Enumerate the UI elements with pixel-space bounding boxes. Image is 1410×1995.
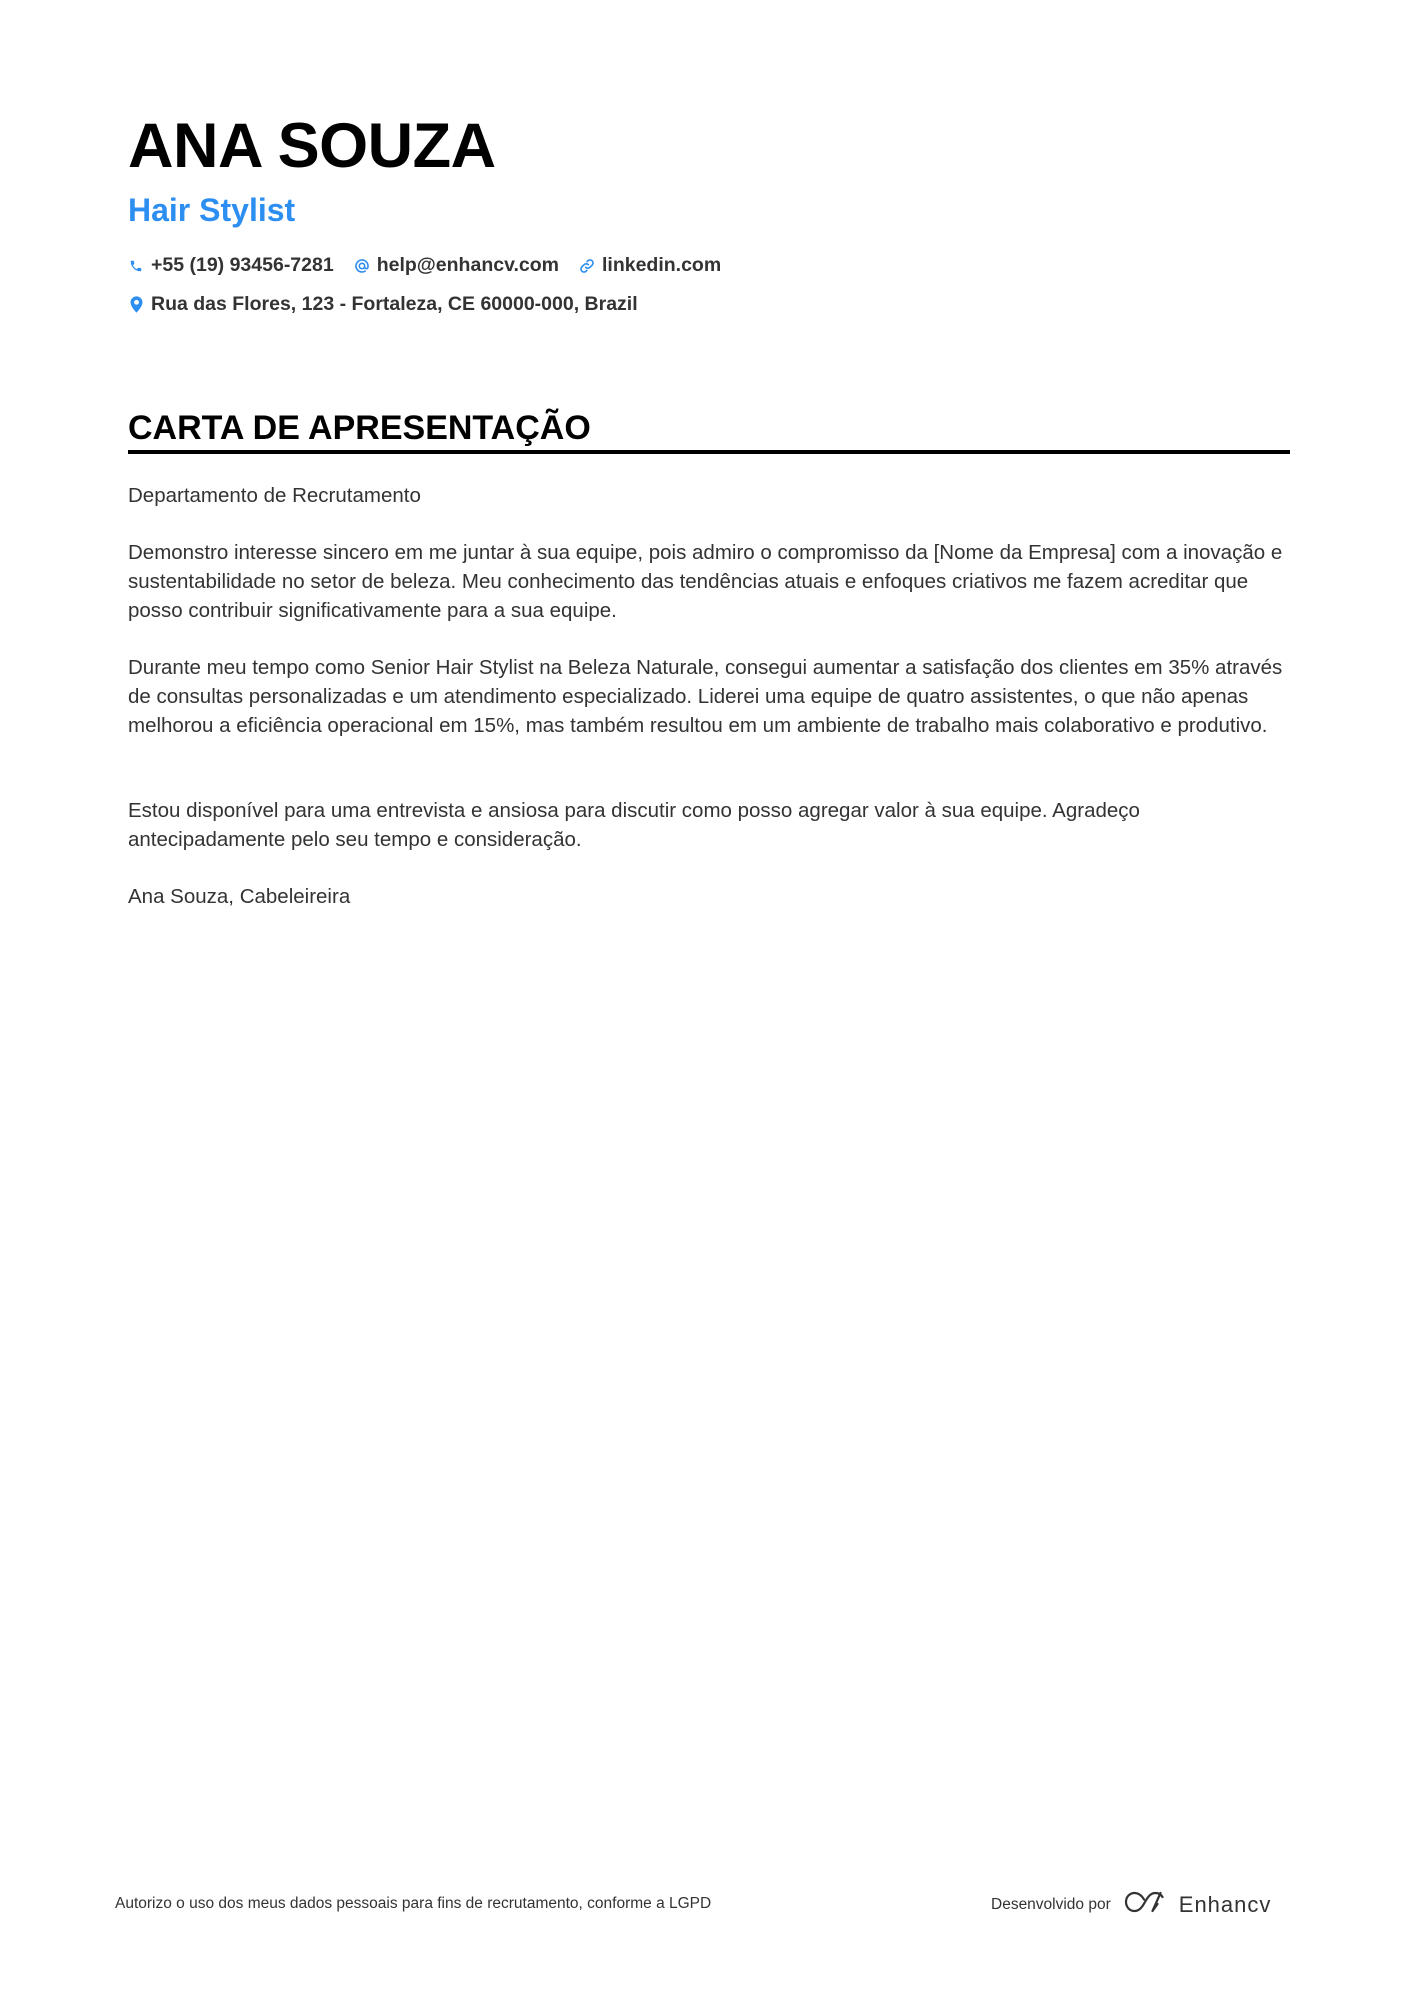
letter-paragraph-2: Durante meu tempo como Senior Hair Stylist na Beleza Naturale, consegui aumentar a satisfação dos clientes em 35% através de consultas personalizadas e um atendimento especializado. Liderei uma equipe de quatro assistentes, o que não apenas melhorou a eficiência operacional em 15%, mas também resultou em um ambiente de trabalho mais colaborativo e produtivo. <box>128 656 1283 737</box>
contact-row-primary <box>128 254 721 277</box>
contact-website[interactable] <box>579 254 721 277</box>
letter-paragraph-3: Estou disponível para uma entrevista e ansiosa para discutir como posso agregar valor à sua equipe. Agradeço antecipadamente pelo seu tempo e consideração. <box>128 799 1140 851</box>
phone-number: +55 (19) 93456-7281 <box>151 254 334 276</box>
contact-email[interactable] <box>354 254 559 277</box>
enhancv-logo[interactable] <box>1123 1890 1272 1919</box>
contact-row-secondary <box>128 293 638 316</box>
map-pin-icon <box>128 296 144 314</box>
website-link[interactable]: linkedin.com <box>601 254 722 276</box>
recipient-line: Departamento de Recrutamento <box>128 484 421 507</box>
link-icon <box>579 257 595 275</box>
signature-line: Ana Souza, Cabeleireira <box>128 885 351 908</box>
address-text: Rua das Flores, 123 - Fortaleza, CE 60000-000, Brazil <box>151 293 638 315</box>
powered-by[interactable] <box>991 1890 1271 1919</box>
section-divider <box>128 450 1290 454</box>
consent-note: Autorizo o uso dos meus dados pessoais para fins de recrutamento, conforme a LGPD <box>115 1895 712 1912</box>
phone-icon <box>128 257 144 275</box>
brand-name: Enhancv <box>1178 1891 1272 1917</box>
applicant-role: Hair Stylist <box>128 192 296 228</box>
section-title: CARTA DE APRESENTAÇÃO <box>128 409 591 447</box>
applicant-name: ANA SOUZA <box>128 111 496 181</box>
contact-phone <box>128 254 334 277</box>
powered-by-label: Desenvolvido por <box>991 1895 1111 1913</box>
infinity-logo-icon <box>1123 1890 1169 1919</box>
email-address[interactable]: help@enhancv.com <box>376 254 559 276</box>
at-sign-icon <box>354 257 370 275</box>
contact-address <box>128 293 638 316</box>
letter-paragraph-1: Demonstro interesse sincero em me juntar à sua equipe, pois admiro o compromisso da [Nome da Empresa] com a inovação e sustentabilidade no setor de beleza. Meu conhecimento das tendências atuais e enfoques criativos me fazem acreditar que posso contribuir significativamente para a sua equipe. <box>128 541 1283 622</box>
